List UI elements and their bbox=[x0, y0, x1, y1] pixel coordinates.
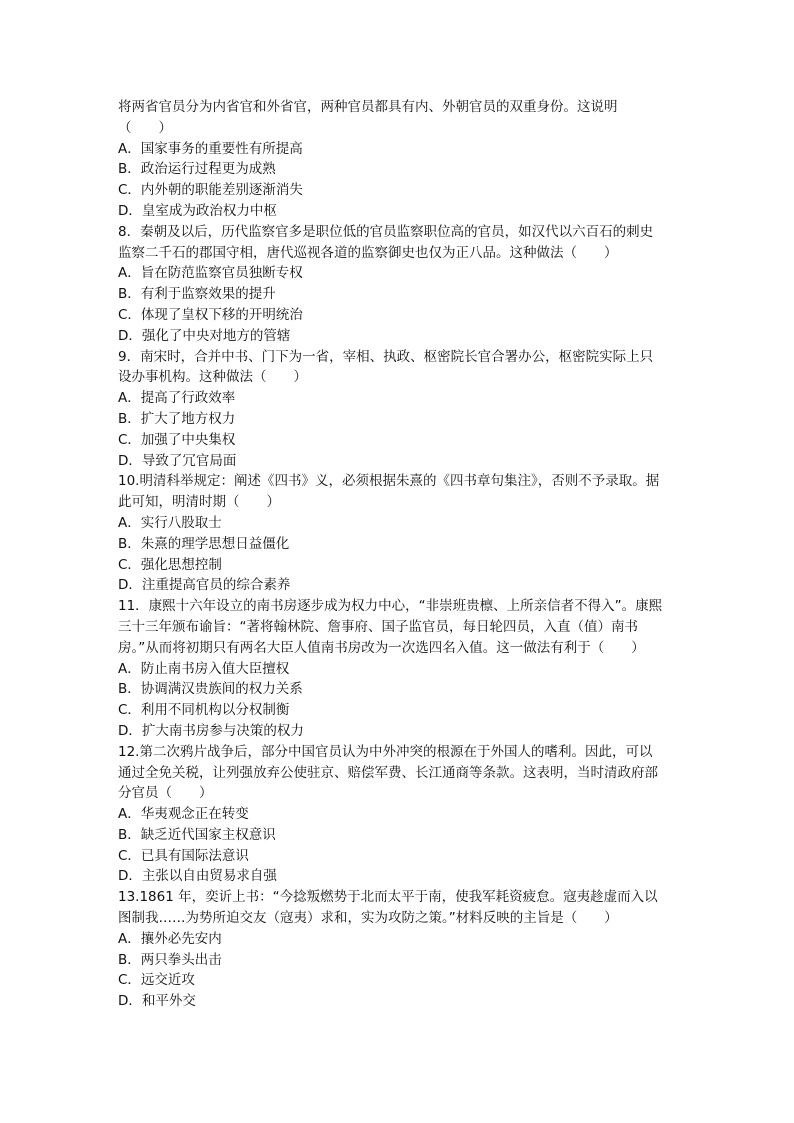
option-d: D．皇室成为政治权力中枢 bbox=[118, 202, 277, 219]
option-b: B．扩大了地方权力 bbox=[118, 410, 236, 427]
question-13 bbox=[118, 887, 678, 1012]
question-stem: 13.1861 年，奕䜣上书：“今捻叛燃势于北而太平于南，使我军耗资疲怠。寇夷趁虚而入以 bbox=[118, 889, 658, 906]
option-b: B．协调满汉贵族间的权力关系 bbox=[118, 681, 303, 698]
question-stem: 设办事机构。这种做法（ ） bbox=[118, 369, 307, 386]
question-11 bbox=[118, 596, 678, 742]
option-a: A．华夷观念正在转变 bbox=[118, 806, 249, 823]
option-c: C．已具有国际法意识 bbox=[118, 847, 249, 864]
question-12 bbox=[118, 742, 678, 888]
option-b: B．有利于监察效果的提升 bbox=[118, 286, 276, 303]
question-stem: 监察二千石的郡国守相，唐代巡视各道的监察御史也仅为正八品。这种做法（ ） bbox=[118, 244, 618, 261]
option-a: A．国家事务的重要性有所提高 bbox=[118, 140, 303, 157]
question-9 bbox=[118, 347, 678, 472]
option-d: D．和平外交 bbox=[118, 993, 196, 1010]
option-c: C．内外朝的职能差别逐渐消失 bbox=[118, 182, 303, 199]
question-stem: 8．秦朝及以后，历代监察官多是职位低的官员监察职位高的官员，如汉代以六百石的刺史 bbox=[118, 223, 654, 240]
option-d: D．强化了中央对地方的管辖 bbox=[118, 327, 291, 344]
option-d: D．扩大南书房参与决策的权力 bbox=[118, 722, 304, 739]
question-10 bbox=[118, 471, 678, 596]
exam-page bbox=[118, 97, 678, 1012]
question-stem: 房。”从而将初期只有两名大臣人值南书房改为一次选四名入值。这一做法有利于（ ） bbox=[118, 639, 645, 656]
option-d: D．导致了冗官局面 bbox=[118, 452, 237, 469]
option-a: A．防止南书房入值大臣擅权 bbox=[118, 660, 290, 677]
option-d: D．主张以自由贸易求自强 bbox=[118, 868, 277, 885]
option-b: B．两只拳头出击 bbox=[118, 951, 222, 968]
question-intro-fragment bbox=[118, 97, 678, 222]
question-stem: 9．南宋时，合并中书、门下为一省，宰相、执政、枢密院长官合署办公，枢密院实际上只 bbox=[118, 348, 654, 365]
question-stem: 分官员（ ） bbox=[118, 785, 213, 802]
option-c: C．利用不同机构以分权制衡 bbox=[118, 702, 290, 719]
option-b: B．政治运行过程更为成熟 bbox=[118, 161, 276, 178]
option-a: A．旨在防范监察官员独断专权 bbox=[118, 265, 303, 282]
option-b: B．朱熹的理学思想日益僵化 bbox=[118, 535, 290, 552]
option-a: A．实行八股取士 bbox=[118, 514, 222, 531]
question-8 bbox=[118, 222, 678, 347]
option-c: C．远交近攻 bbox=[118, 972, 195, 989]
question-stem: 将两省官员分为内省官和外省官，两种官员都具有内、外朝官员的双重身份。这说明 bbox=[118, 99, 618, 115]
question-stem: 11．康熙十六年设立的南书房逐步成为权力中心，“非崇班贵檩、上所亲信者不得入”。康熙 bbox=[118, 598, 663, 615]
question-stem: 10.明清科举规定：阐述《四书》义，必须根据朱熹的《四书章句集注》，否则不予录取。据 bbox=[118, 473, 660, 490]
option-b: B．缺乏近代国家主权意识 bbox=[118, 826, 276, 843]
question-stem: 12.第二次鸦片战争后，部分中国官员认为中外冲突的根源在于外国人的嗜利。因此，可以 bbox=[118, 743, 653, 760]
option-c: C．加强了中央集权 bbox=[118, 431, 236, 448]
question-stem: 此可知，明清时期（ ） bbox=[118, 494, 280, 511]
option-a: A．提高了行政效率 bbox=[118, 390, 236, 407]
option-c: C．体现了皇权下移的开明统治 bbox=[118, 306, 303, 323]
option-d: D．注重提高官员的综合素养 bbox=[118, 577, 291, 594]
option-a: A．攘外必先安内 bbox=[118, 930, 222, 947]
question-stem: （ ） bbox=[118, 119, 172, 136]
option-c: C．强化思想控制 bbox=[118, 556, 222, 573]
question-stem: 通过全免关税，让列强放弃公使驻京、赔偿军费、长江通商等条款。这表明，当时清政府部 bbox=[118, 764, 658, 781]
question-stem: 图制我……为势所迫交友（寇夷）求和，实为攻防之策。”材料反映的主旨是（ ） bbox=[118, 910, 618, 927]
question-stem: 三十三年颁布谕旨：“著将翰林院、詹事府、国子监官员，每日轮四员，入直（值）南书 bbox=[118, 618, 638, 635]
